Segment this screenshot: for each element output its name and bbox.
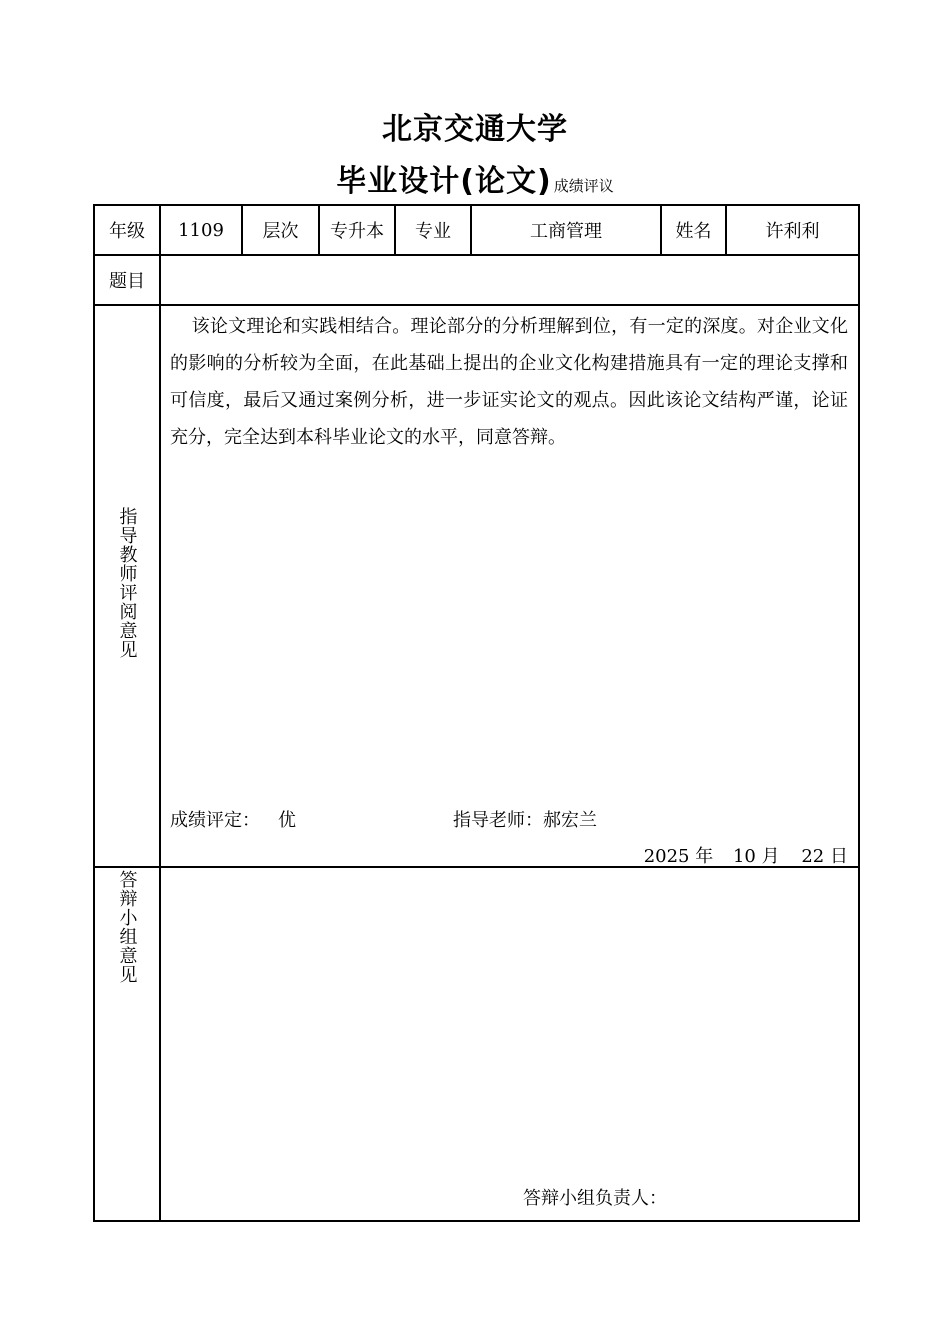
grade-assessment-label: 成绩评定： — [170, 810, 260, 831]
defense-review-label — [95, 870, 159, 991]
defense-review-content — [160, 867, 859, 1221]
advisor-review-row — [94, 305, 859, 867]
defense-leader-signature: 答辩小组负责人： — [523, 1188, 667, 1209]
form-title-sub: 成绩评议 — [553, 177, 614, 195]
form-title-main: 毕业设计(论文) — [336, 164, 552, 199]
advisor-name: 郝宏兰 — [543, 810, 597, 831]
advisor-review-label — [95, 507, 159, 666]
date-year-unit: 年 — [695, 846, 714, 867]
level-value: 专升本 — [319, 205, 395, 255]
name-label: 姓名 — [661, 205, 726, 255]
major-value: 工商管理 — [471, 205, 661, 255]
topic-row — [94, 255, 859, 305]
advisor-review-label-cell — [94, 305, 160, 867]
major-label: 专业 — [395, 205, 471, 255]
date-month: 10 — [732, 846, 756, 867]
advisor-review-label-text: 指导教师评阅意见 — [116, 506, 138, 659]
university-title: 北京交通大学 — [382, 112, 568, 147]
defense-review-label-text: 答辩小组意见 — [116, 870, 138, 984]
grade-value: 1109 — [160, 205, 242, 255]
date-day: 22 — [801, 846, 825, 867]
info-row — [94, 205, 859, 255]
form-title — [0, 156, 950, 200]
grade-label: 年级 — [94, 205, 160, 255]
name-value: 许利利 — [726, 205, 859, 255]
evaluation-table — [93, 204, 860, 1222]
date-day-unit: 日 — [830, 846, 848, 867]
advisor-comment: 该论文理论和实践相结合。理论部分的分析理解到位，有一定的深度。对企业文化的影响的分析较为全面，在此基础上提出的企业文化构建措施具有一定的理论支撑和可信度，最后又通过案例分析，进一步证实论文的观点。因此该论文结构严谨，论证充分，完全达到本科毕业论文的水平，同意答辩。 — [170, 316, 848, 448]
grade-assessment — [170, 806, 597, 832]
date-year: 2025 — [643, 846, 690, 867]
defense-review-label-cell — [94, 867, 160, 1221]
advisor-review-content — [160, 305, 859, 867]
defense-review-row — [94, 867, 859, 1221]
advisor-signature — [453, 806, 597, 832]
date-month-unit: 月 — [761, 846, 780, 867]
level-label: 层次 — [242, 205, 319, 255]
review-date — [644, 842, 848, 868]
topic-value — [160, 255, 859, 305]
advisor-label: 指导老师： — [453, 810, 543, 831]
topic-label: 题目 — [94, 255, 160, 305]
grade-assessment-value: 优 — [278, 810, 296, 831]
